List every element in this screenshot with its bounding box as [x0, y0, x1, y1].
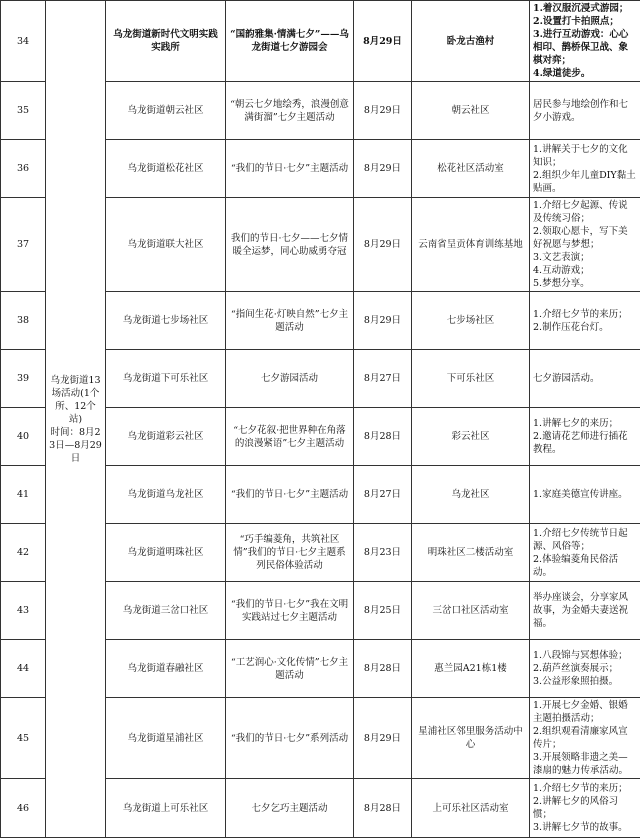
desc-line: 1.开展七夕金婚、银婚主题拍摄活动； — [533, 699, 637, 725]
table-row — [1, 1, 640, 82]
place-cell: 朝云社区 — [412, 82, 530, 140]
date-cell: 8月29日 — [354, 292, 412, 350]
org-cell: 乌龙街道三岔口社区 — [106, 582, 226, 640]
org-cell: 乌龙街道朝云社区 — [106, 82, 226, 140]
desc-line: 3.文艺表演； — [533, 251, 637, 264]
desc-line: 3.开展领略非遗之美—漆扇的魅力传承活动。 — [533, 751, 637, 777]
desc-line: 3.进行互动游戏：心心相印、鹊桥保卫战、象棋对弈； — [533, 28, 637, 67]
date-cell: 8月29日 — [354, 82, 412, 140]
desc-line: 1.介绍七夕节的来历； — [533, 308, 637, 321]
desc-line: 1.介绍七夕节的来历； — [533, 782, 637, 795]
org-cell: 乌龙街道乌龙社区 — [106, 466, 226, 524]
desc-cell — [530, 292, 640, 350]
row-number: 39 — [1, 350, 46, 408]
desc-line: 5.梦想分享。 — [533, 277, 637, 290]
theme-cell: 我们的节日·七夕——七夕情暖全运梦，同心助威勇夺冠 — [226, 198, 354, 292]
theme-cell: “巧手编菱角，共筑社区情”我们的节日·七夕主题系列民俗体验活动 — [226, 524, 354, 582]
theme-cell: “朝云七夕地绘秀，浪漫创意满街溜”七夕主题活动 — [226, 82, 354, 140]
place-cell: 云南省呈贡体育训练基地 — [412, 198, 530, 292]
theme-cell: “我们的节日·七夕”我在文明实践站过七夕主题活动 — [226, 582, 354, 640]
place-cell: 松花社区活动室 — [412, 140, 530, 198]
desc-line: 1.介绍七夕起源、传说及传统习俗； — [533, 199, 637, 225]
theme-cell: “我们的节日·七夕”系列活动 — [226, 698, 354, 779]
row-number: 44 — [1, 640, 46, 698]
org-cell: 乌龙街道星浦社区 — [106, 698, 226, 779]
org-cell: 乌龙街道上可乐社区 — [106, 779, 226, 838]
place-cell: 乌龙社区 — [412, 466, 530, 524]
desc-cell — [530, 698, 640, 779]
org-cell: 乌龙街道明珠社区 — [106, 524, 226, 582]
org-cell: 乌龙街道松花社区 — [106, 140, 226, 198]
date-cell: 8月27日 — [354, 466, 412, 524]
desc-line: 3.讲解七夕节的故事。 — [533, 821, 637, 834]
desc-cell — [530, 779, 640, 838]
date-cell: 8月29日 — [354, 1, 412, 82]
desc-line: 七夕游园活动。 — [533, 372, 637, 385]
theme-cell: “我们的节日·七夕”主题活动 — [226, 140, 354, 198]
desc-cell — [530, 82, 640, 140]
desc-cell — [530, 1, 640, 82]
theme-cell: “工艺润心·文化传情”七夕主题活动 — [226, 640, 354, 698]
org-cell: 乌龙街道联大社区 — [106, 198, 226, 292]
desc-line: 1.八段锦与冥想体验； — [533, 649, 637, 662]
desc-line: 2.设置打卡拍照点； — [533, 15, 637, 28]
date-cell: 8月23日 — [354, 524, 412, 582]
area-title: 乌龙街道13场活动(1个所、12个站) — [49, 374, 102, 426]
desc-line: 2.领取心愿卡，写下美好祝愿与梦想； — [533, 225, 637, 251]
desc-cell — [530, 408, 640, 466]
date-cell: 8月28日 — [354, 779, 412, 838]
org-cell: 乌龙街道下可乐社区 — [106, 350, 226, 408]
desc-cell — [530, 198, 640, 292]
org-cell: 乌龙街道彩云社区 — [106, 408, 226, 466]
date-cell: 8月27日 — [354, 350, 412, 408]
place-cell: 明珠社区二楼活动室 — [412, 524, 530, 582]
desc-cell — [530, 140, 640, 198]
desc-line: 3.公益形象照拍摄。 — [533, 675, 637, 688]
date-cell: 8月28日 — [354, 408, 412, 466]
desc-line: 2.组织观看清廉家风宣传片； — [533, 725, 637, 751]
place-cell: 下可乐社区 — [412, 350, 530, 408]
date-cell: 8月25日 — [354, 582, 412, 640]
row-number: 41 — [1, 466, 46, 524]
row-number: 42 — [1, 524, 46, 582]
desc-line: 4.互动游戏； — [533, 264, 637, 277]
row-number: 35 — [1, 82, 46, 140]
desc-line: 2.邀请花艺师进行插花教程。 — [533, 430, 637, 456]
desc-cell — [530, 640, 640, 698]
area-cell — [46, 1, 106, 838]
row-number: 36 — [1, 140, 46, 198]
desc-line: 1.讲解关于七夕的文化知识； — [533, 143, 637, 169]
place-cell: 惠兰园A21栋1楼 — [412, 640, 530, 698]
row-number: 38 — [1, 292, 46, 350]
org-cell: 乌龙街道春融社区 — [106, 640, 226, 698]
desc-line: 1.家庭美德宣传讲座。 — [533, 488, 637, 501]
place-cell: 三岔口社区活动室 — [412, 582, 530, 640]
desc-line: 2.制作压花台灯。 — [533, 321, 637, 334]
desc-cell — [530, 582, 640, 640]
desc-line: 1.讲解七夕的来历； — [533, 417, 637, 430]
desc-line: 2.讲解七夕的风俗习惯； — [533, 795, 637, 821]
desc-line: 2.组织少年儿童DIY黏土贴画。 — [533, 169, 637, 195]
desc-line: 4.绿道徒步。 — [533, 67, 637, 80]
row-number: 43 — [1, 582, 46, 640]
place-cell: 卧龙古渔村 — [412, 1, 530, 82]
place-cell: 上可乐社区活动室 — [412, 779, 530, 838]
theme-cell: 七夕游园活动 — [226, 350, 354, 408]
theme-cell: “七夕花叙·把世界种在角落的浪漫紧语”七夕主题活动 — [226, 408, 354, 466]
desc-line: 1.着汉服沉浸式游园； — [533, 2, 637, 15]
row-number: 37 — [1, 198, 46, 292]
desc-cell — [530, 524, 640, 582]
date-cell: 8月29日 — [354, 198, 412, 292]
row-number: 45 — [1, 698, 46, 779]
row-number: 40 — [1, 408, 46, 466]
place-cell: 七步场社区 — [412, 292, 530, 350]
date-cell: 8月28日 — [354, 640, 412, 698]
desc-line: 居民参与地绘创作和七夕小游戏。 — [533, 98, 637, 124]
theme-cell: “指间生花·灯映自然”七夕主题活动 — [226, 292, 354, 350]
date-cell: 8月29日 — [354, 698, 412, 779]
row-number: 46 — [1, 779, 46, 838]
desc-cell — [530, 466, 640, 524]
theme-cell: “国韵雅集·情满七夕”——乌龙街道七夕游园会 — [226, 1, 354, 82]
desc-cell — [530, 350, 640, 408]
desc-line: 2.葫芦丝演奏展示； — [533, 662, 637, 675]
theme-cell: “我们的节日·七夕”主题活动 — [226, 466, 354, 524]
area-time: 时间：8月23日—8月29日 — [49, 426, 102, 465]
org-cell: 乌龙街道新时代文明实践实践所 — [106, 1, 226, 82]
row-number: 34 — [1, 1, 46, 82]
theme-cell: 七夕乞巧主题活动 — [226, 779, 354, 838]
date-cell: 8月29日 — [354, 140, 412, 198]
desc-line: 1.介绍七夕传统节日起源、风俗等； — [533, 527, 637, 553]
place-cell: 星浦社区邻里服务活动中心 — [412, 698, 530, 779]
place-cell: 彩云社区 — [412, 408, 530, 466]
org-cell: 乌龙街道七步场社区 — [106, 292, 226, 350]
desc-line: 2.体验编菱角民俗活动。 — [533, 553, 637, 579]
desc-line: 举办座谈会，分享家风故事，为金婚夫妻送祝福。 — [533, 591, 637, 630]
